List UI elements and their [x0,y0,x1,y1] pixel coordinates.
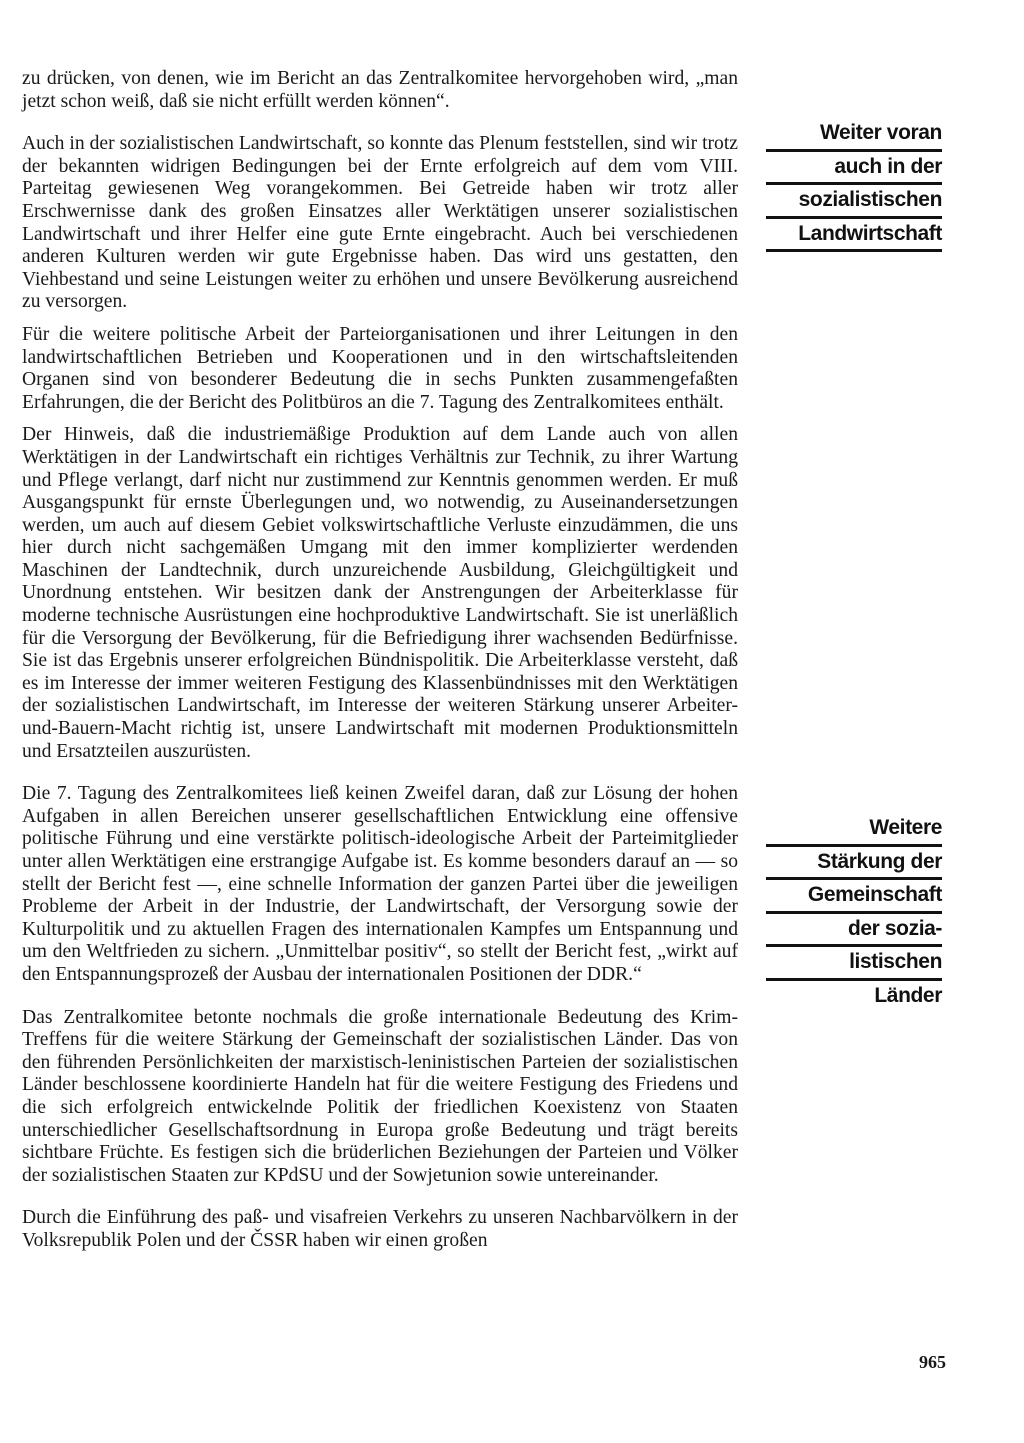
side-heading-line: auch in der [766,152,942,186]
paragraph-3: Für die weitere politische Arbeit der Parteiorganisationen und ihrer Leitungen in den landwirtschaftlichen Betrieben und Kooperationen und in den wirtschaftsleitenden Organen sind von besonderer Bedeutung die in sechs Punkten zusammengefaßten Erfahrungen, die der Bericht des Politbüros an die 7. Tagung des Zentralkomitees enthält. [22,323,738,413]
side-heading-line: Länder [874,983,942,1007]
side-heading-line: der sozia- [766,914,942,948]
paragraph-1: zu drücken, von denen, wie im Bericht an das Zentralkomitee hervorgehoben wird, „man jetzt schon weiß, daß sie nicht erfüllt werden können“. [22,68,738,112]
side-heading-landwirtschaft [766,118,942,252]
side-heading-line: Stärkung der [766,847,942,881]
side-heading-gemeinschaft [766,813,942,1014]
side-heading-line: sozialistischen [766,185,942,219]
side-heading-line: listischen [766,947,942,981]
paragraph-7: Durch die Einführung des paß- und visafreien Verkehrs zu unseren Nachbarvölkern in der Volksrepublik Polen und der ČSSR haben wir einen großen [22,1207,738,1251]
paragraph-2: Auch in der sozialistischen Landwirtschaft, so konnte das Plenum feststellen, sind wir trotz der bekannten widrigen Bedingungen bei der Ernte erfolgreich auf dem vom VIII. Parteitag gewiesenen Weg vorangekommen. Bei Getreide haben wir trotz aller Erschwernisse dank des großen Einsatzes aller Werktätigen unserer sozialistischen Landwirtschaft und ihrer Helfer eine gute Ernte eingebracht. Auch bei verschiedenen anderen Kulturen werden wir gute Ergebnisse haben. Das wird uns gestatten, den Viehbestand und seine Leistungen weiter zu erhöhen und unsere Bevölkerung ausreichend zu versorgen. [22,133,738,313]
side-heading-line: Weitere [766,813,942,847]
side-heading-line: Weiter voran [766,118,942,152]
paragraph-4: Der Hinweis, daß die industriemäßige Produktion auf dem Lande auch von allen Werktätigen in der Landwirtschaft ein richtiges Verhältnis zur Technik, zu ihrer Wartung und Pflege verlangt, darf nicht nur zustimmend zur Kenntnis genommen werden. Er muß Ausgangspunkt für ernste Überlegungen und, wo notwendig, zu Auseinandersetzungen werden, um auch auf diesem Gebiet volkswirtschaftliche Verluste einzudämmen, die uns hier durch nicht sachgemäßen Umgang mit den immer komplizierter werdenden Maschinen der Landtechnik, durch unzureichende Ausbildung, Gleichgültigkeit und Unordnung entstehen. Wir besitzen dank der Anstrengungen der Arbeiterklasse für moderne technische Ausrüstungen eine hochproduktive Landwirtschaft. Sie ist unerläßlich für die Versorgung der Bevölkerung, für die Befriedigung ihrer wachsenden Bedürfnisse. Sie ist das Ergebnis unserer erfolgreichen Bündnispolitik. Die Arbeiterklasse versteht, daß es im Interesse der immer weiteren Festigung des Klassenbündnisses mit den Werktätigen der sozialistischen Landwirtschaft, im Interesse der weiteren Stärkung unserer Arbeiter-und-Bauern-Macht richtig ist, unsere Landwirtschaft mit modernen Produktionsmitteln und Ersatzteilen auszurüsten. [22,424,738,762]
page-number: 965 [919,1352,946,1372]
side-heading-line: Gemeinschaft [766,880,942,914]
main-text-column [22,68,738,1263]
paragraph-5: Die 7. Tagung des Zentralkomitees ließ keinen Zweifel daran, daß zur Lösung der hohen Aufgaben in allen Bereichen unserer gesellschaftlichen Entwicklung eine offensive politische Führung und eine verstärkte politisch-ideologische Arbeit der Parteimitglieder unter allen Werktätigen eine erstrangige Aufgabe ist. Es komme besonders darauf an — so stellt der Bericht fest —, eine schnelle Information der ganzen Partei über die jeweiligen Probleme der Arbeit in der Industrie, der Landwirtschaft, der Versorgung sowie der Kulturpolitik und zu aktuellen Fragen des internationalen Kampfes um Entspannung und um den Weltfrieden zu sichern. „Unmittelbar positiv“, so stellt der Bericht fest, „wirkt auf den Entspannungsprozeß der Ausbau der internationalen Positionen der DDR.“ [22,783,738,985]
paragraph-6: Das Zentralkomitee betonte nochmals die große internationale Bedeutung des Krim-Treffens für die weitere Stärkung der Gemeinschaft der sozialistischen Länder. Das von den führenden Persönlichkeiten der marxistisch-leninistischen Parteien der sozialistischen Länder beschlossene koordinierte Handeln hat für die weitere Festigung des Friedens und die sich erfolgreich entwickelnde Politik der friedlichen Koexistenz von Staaten unterschiedlicher Gesellschaftsordnung in Europa große Bedeutung und trägt bereits sichtbare Früchte. Es festigen sich die brüderlichen Beziehungen der Parteien und Völker der sozialistischen Staaten zur KPdSU und der Sowjetunion sowie untereinander. [22,1006,738,1186]
side-heading-line: Landwirtschaft [766,219,942,253]
